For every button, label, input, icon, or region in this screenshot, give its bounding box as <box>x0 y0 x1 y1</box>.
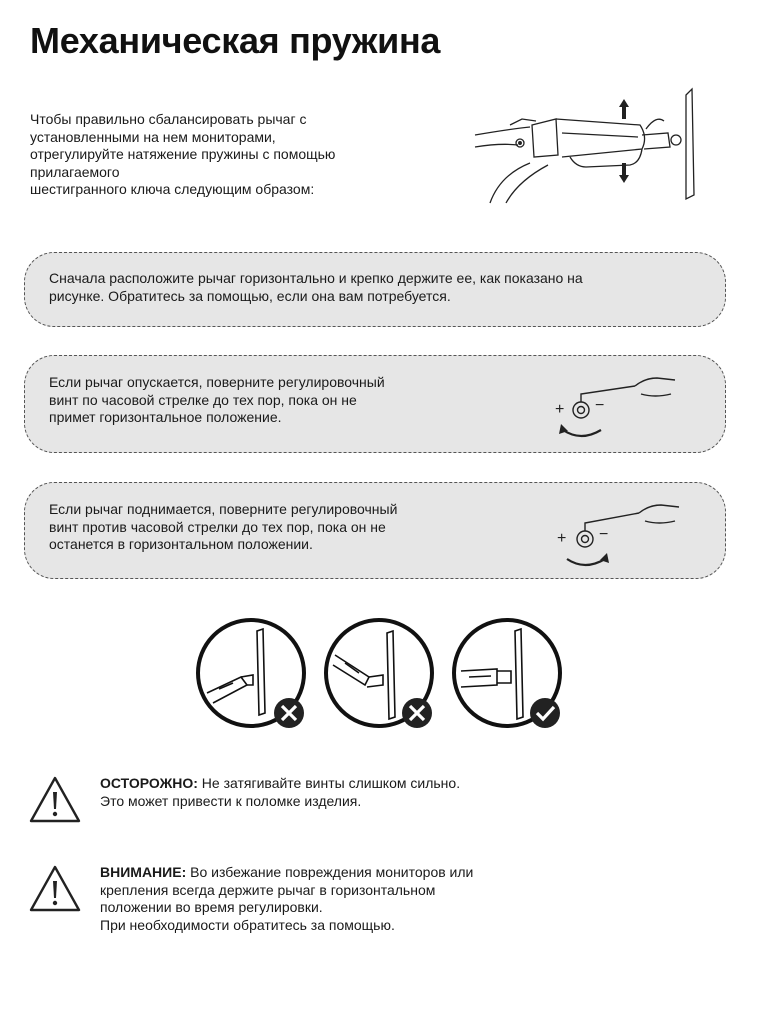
plus-sign: + <box>557 530 567 547</box>
step-box-3 <box>24 482 726 579</box>
intro-line: шестигранного ключа следующим образом: <box>30 181 315 197</box>
step-box-2 <box>24 355 726 453</box>
attention-line: положении во время регулировки. <box>100 899 323 915</box>
check-icon <box>530 698 560 728</box>
intro-line: установленными на нем мониторами, <box>30 128 276 145</box>
attention-line: При необходимости обратитесь за помощью. <box>100 916 395 933</box>
minus-sign: − <box>599 526 609 543</box>
intro-line: прилагаемого <box>30 163 120 180</box>
caution-first-line: Не затягивайте винты слишком сильно. <box>197 775 461 791</box>
warning-triangle-icon <box>28 864 82 914</box>
intro-line: Чтобы правильно сбалансировать рычаг с <box>30 111 307 127</box>
caution-label: ОСТОРОЖНО: <box>100 775 198 791</box>
position-examples <box>193 613 573 743</box>
attention-label: ВНИМАНИЕ: <box>100 864 187 880</box>
step-line: примет горизонтальное положение. <box>49 409 282 425</box>
step-line: Сначала расположите рычаг горизонтально и крепко держите ее, как показано на <box>49 270 583 286</box>
caution-notice <box>28 775 728 825</box>
step-line: винт против часовой стрелки до тех пор, пока он не <box>49 518 386 535</box>
step-line: останется в горизонтальном положении. <box>49 536 313 552</box>
caution-line <box>100 775 720 793</box>
caution-text <box>100 775 720 810</box>
hex-key-clockwise-illustration <box>545 364 695 444</box>
attention-line <box>100 864 720 882</box>
attention-first-line: Во избежание повреждения мониторов или <box>186 864 474 880</box>
step-text <box>49 270 709 305</box>
monitor-arm-illustration <box>470 85 705 205</box>
attention-text <box>100 864 720 934</box>
arm-horizontal-correct-figure <box>449 613 569 738</box>
intro-paragraph <box>30 111 450 199</box>
caution-line: Это может привести к поломке изделия. <box>100 792 362 809</box>
step-line: рисунке. Обратитесь за помощью, если она вам потребуется. <box>49 287 451 304</box>
intro-line: отрегулируйте натяжение пружины с помощью <box>30 146 336 162</box>
step-text <box>49 374 469 427</box>
hex-key-counterclockwise-illustration <box>545 491 695 571</box>
attention-line: крепления всегда держите рычаг в горизонтальном <box>100 881 436 898</box>
step-line: винт по часовой стрелке до тех пор, пока он не <box>49 391 357 408</box>
arm-raised-incorrect-figure <box>193 613 313 738</box>
step-box-1 <box>24 252 726 327</box>
page-title: Механическая пружина <box>30 20 441 61</box>
minus-sign: − <box>595 397 605 414</box>
step-text <box>49 501 479 554</box>
warning-triangle-icon <box>28 775 82 825</box>
step-line: Если рычаг опускается, поверните регулировочный <box>49 374 385 390</box>
attention-notice <box>28 864 728 944</box>
step-line: Если рычаг поднимается, поверните регулировочный <box>49 501 398 517</box>
plus-sign: + <box>555 401 565 418</box>
arm-lowered-incorrect-figure <box>321 613 441 738</box>
